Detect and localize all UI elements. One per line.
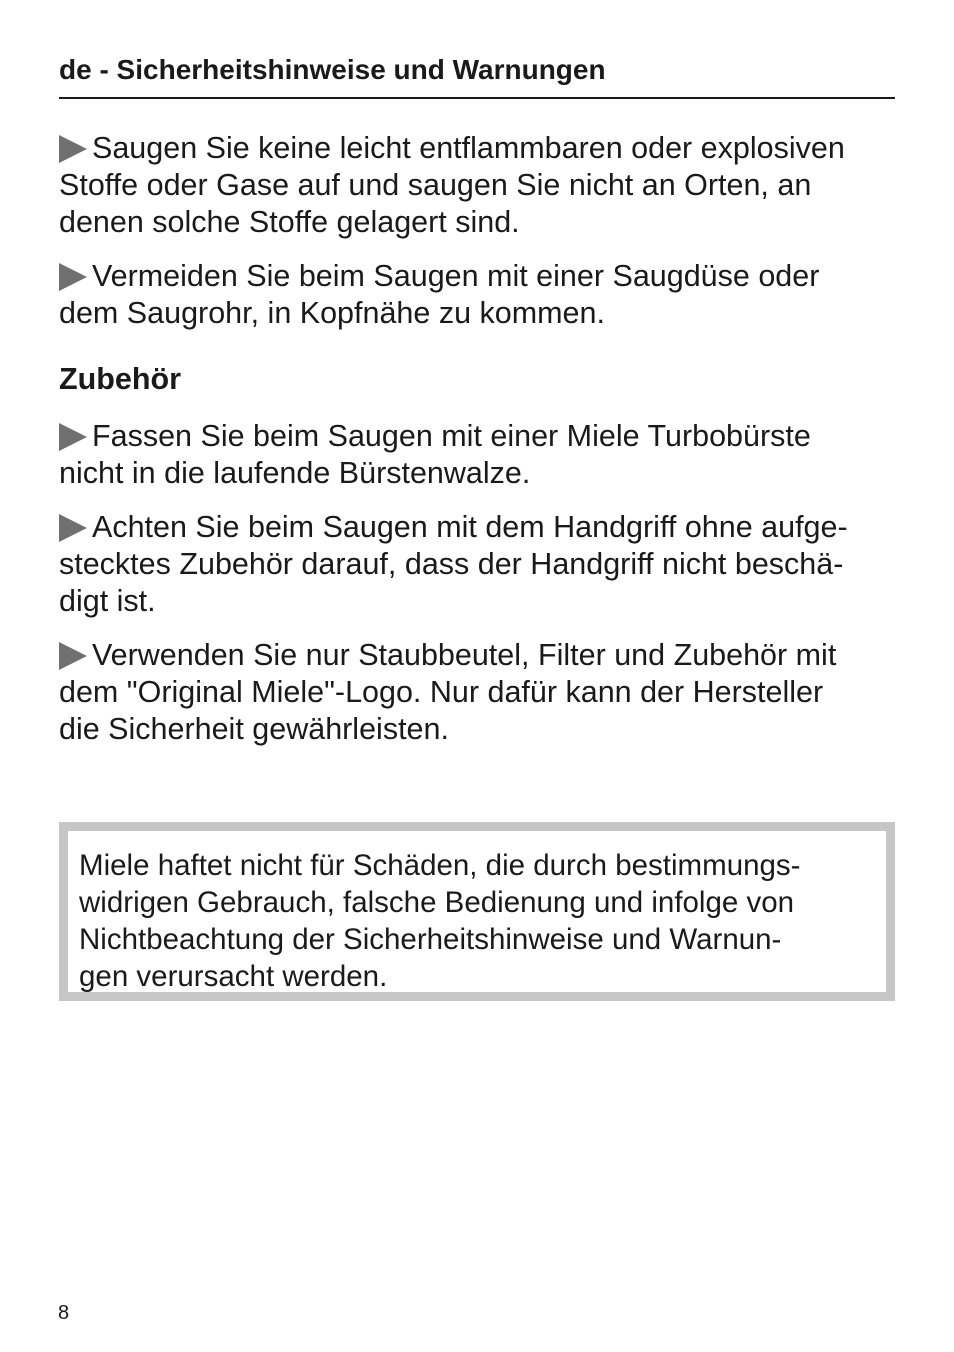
warning-item <box>59 130 895 241</box>
notice-line: gen verursacht werden. <box>79 960 388 993</box>
warning-line: nicht in die laufende Bürstenwalze. <box>59 456 531 490</box>
warning-line: Vermeiden Sie beim Saugen mit einer Saugdüse oder <box>59 258 895 295</box>
warning-line: Stoffe oder Gase auf und saugen Sie nicht an Orten, an <box>59 168 812 202</box>
warning-item <box>59 258 895 332</box>
warning-line: die Sicherheit gewährleisten. <box>59 712 449 746</box>
warning-line: Saugen Sie keine leicht entflammbaren oder explosiven <box>59 130 895 167</box>
section-heading: Zubehör <box>59 362 181 396</box>
warning-line: Verwenden Sie nur Staubbeutel, Filter und Zubehör mit <box>59 637 895 674</box>
liability-notice-box <box>59 822 895 1001</box>
notice-text <box>79 847 886 995</box>
notice-line: Miele haftet nicht für Schäden, die durch bestimmungs- <box>79 849 801 882</box>
header-title: de - Sicherheitshinweise und Warnungen <box>59 54 606 85</box>
warning-line: Fassen Sie beim Saugen mit einer Miele Turbobürste <box>59 418 895 455</box>
page-number: 8 <box>58 1302 70 1324</box>
page-header <box>59 52 895 99</box>
warning-line: Achten Sie beim Saugen mit dem Handgriff ohne aufge- <box>59 509 895 546</box>
bullet-arrow-icon <box>59 263 87 291</box>
notice-line: Nichtbeachtung der Sicherheitshinweise und Warnun- <box>79 923 782 956</box>
warning-item <box>59 509 895 620</box>
warning-line: digt ist. <box>59 584 156 618</box>
bullet-arrow-icon <box>59 514 87 542</box>
warning-line: denen solche Stoffe gelagert sind. <box>59 205 520 239</box>
warning-line: stecktes Zubehör darauf, dass der Handgriff nicht beschä- <box>59 547 844 581</box>
bullet-arrow-icon <box>59 423 87 451</box>
warning-item <box>59 418 895 492</box>
warning-line: dem Saugrohr, in Kopfnähe zu kommen. <box>59 296 605 330</box>
notice-line: widrigen Gebrauch, falsche Bedienung und infolge von <box>79 886 795 919</box>
warning-item <box>59 637 895 748</box>
bullet-arrow-icon <box>59 642 87 670</box>
bullet-arrow-icon <box>59 135 87 163</box>
warning-line: dem "Original Miele"-Logo. Nur dafür kann der Hersteller <box>59 675 824 709</box>
content <box>59 130 895 765</box>
